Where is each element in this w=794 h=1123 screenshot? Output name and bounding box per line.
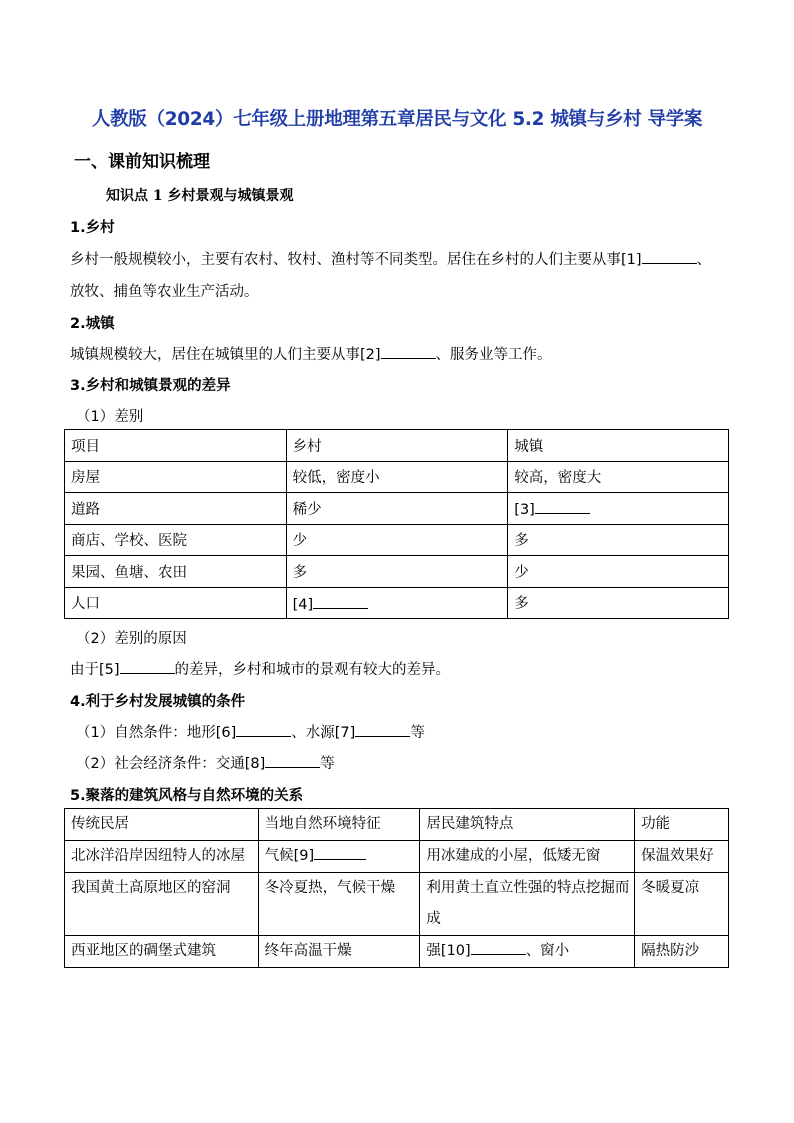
table-row bbox=[65, 556, 729, 588]
table-cell: 多 bbox=[286, 556, 508, 588]
text: 的差异，乡村和城市的景观有较大的差异。 bbox=[174, 662, 451, 678]
table-cell bbox=[420, 936, 635, 968]
fill-blank-1[interactable] bbox=[642, 248, 697, 264]
fill-blank-10[interactable] bbox=[471, 939, 526, 955]
table-header-row bbox=[65, 809, 729, 841]
text: 、水源[7] bbox=[291, 725, 356, 741]
table-cell: 冬暖夏凉 bbox=[635, 873, 729, 936]
text: 由于[5] bbox=[70, 662, 120, 678]
town-paragraph bbox=[70, 343, 552, 364]
table-cell: 多 bbox=[508, 587, 729, 619]
table-row bbox=[65, 587, 729, 619]
table-row bbox=[65, 841, 729, 873]
table-cell: 少 bbox=[286, 524, 508, 556]
text: 等 bbox=[320, 756, 335, 772]
table-header: 居民建筑特点 bbox=[420, 809, 635, 841]
table-row bbox=[65, 461, 729, 493]
fill-blank-4[interactable] bbox=[313, 593, 368, 609]
text: 乡村一般规模较小，主要有农村、牧村、渔村等不同类型。居住在乡村的人们主要从事[1] bbox=[70, 252, 642, 268]
heading-conditions: 4.利于乡村发展城镇的条件 bbox=[70, 694, 246, 710]
text: 、 bbox=[696, 252, 712, 268]
fill-blank-7[interactable] bbox=[355, 721, 410, 737]
fill-blank-3[interactable] bbox=[535, 498, 590, 514]
table-cell: 人口 bbox=[65, 587, 287, 619]
table-header-row bbox=[65, 430, 729, 462]
architecture-table bbox=[64, 808, 729, 968]
table-cell: 利用黄土直立性强的特点挖掘而成 bbox=[420, 873, 635, 936]
fill-blank-2[interactable] bbox=[381, 343, 436, 359]
heading-village: 1.乡村 bbox=[70, 220, 115, 236]
sub-heading-reason: （2）差别的原因 bbox=[76, 631, 187, 647]
text: 气候[9] bbox=[264, 848, 315, 864]
village-paragraph-line2: 放牧、捕鱼等农业生产活动。 bbox=[70, 284, 259, 300]
text: （1）自然条件：地形[6] bbox=[76, 725, 237, 741]
table-row bbox=[65, 524, 729, 556]
text: 强[10] bbox=[426, 943, 471, 959]
table-cell: 商店、学校、医院 bbox=[65, 524, 287, 556]
text: 等 bbox=[410, 725, 425, 741]
fill-blank-9[interactable] bbox=[314, 844, 366, 860]
table-row bbox=[65, 873, 729, 936]
table-header: 城镇 bbox=[508, 430, 729, 462]
section-heading: 一、课前知识梳理 bbox=[74, 152, 210, 172]
table-cell: 北冰洋沿岸因纽特人的冰屋 bbox=[65, 841, 259, 873]
table-cell: 保温效果好 bbox=[635, 841, 729, 873]
table-cell: 少 bbox=[508, 556, 729, 588]
reason-paragraph bbox=[70, 658, 450, 679]
text: （2）社会经济条件：交通[8] bbox=[76, 756, 266, 772]
text: [3] bbox=[514, 502, 535, 519]
table-header: 项目 bbox=[65, 430, 287, 462]
table-cell: 终年高温干燥 bbox=[258, 936, 420, 968]
table-cell: 道路 bbox=[65, 493, 287, 525]
text: 、窗小 bbox=[525, 943, 570, 959]
table-cell: 果园、鱼塘、农田 bbox=[65, 556, 287, 588]
table-cell: 较高，密度大 bbox=[508, 461, 729, 493]
table-cell bbox=[508, 493, 729, 525]
sub-heading-difference: （1）差别 bbox=[76, 409, 144, 425]
table-cell: 隔热防沙 bbox=[635, 936, 729, 968]
fill-blank-6[interactable] bbox=[236, 721, 291, 737]
table-row bbox=[65, 493, 729, 525]
table-cell: 房屋 bbox=[65, 461, 287, 493]
table-header: 乡村 bbox=[286, 430, 508, 462]
page-title: 人教版（2024）七年级上册地理第五章居民与文化 5.2 城镇与乡村 导学案 bbox=[91, 109, 703, 130]
text: [4] bbox=[292, 596, 314, 613]
village-paragraph-line1 bbox=[70, 248, 711, 269]
table-cell bbox=[258, 841, 420, 873]
natural-conditions bbox=[76, 721, 425, 742]
socioeconomic-conditions bbox=[76, 752, 335, 773]
table-cell: 多 bbox=[508, 524, 729, 556]
heading-difference: 3.乡村和城镇景观的差异 bbox=[70, 378, 231, 394]
table-cell: 西亚地区的碉堡式建筑 bbox=[65, 936, 259, 968]
heading-town: 2.城镇 bbox=[70, 316, 115, 332]
table-cell: 用冰建成的小屋，低矮无窗 bbox=[420, 841, 635, 873]
table-cell: 我国黄土高原地区的窑洞 bbox=[65, 873, 259, 936]
table-row bbox=[65, 936, 729, 968]
table-header: 当地自然环境特征 bbox=[258, 809, 420, 841]
difference-table bbox=[64, 429, 729, 619]
table-header: 功能 bbox=[635, 809, 729, 841]
table-cell: 冬冷夏热，气候干燥 bbox=[258, 873, 420, 936]
table-cell: 稀少 bbox=[286, 493, 508, 525]
text: 、服务业等工作。 bbox=[435, 347, 552, 363]
table-cell bbox=[286, 587, 508, 619]
text: 城镇规模较大，居住在城镇里的人们主要从事[2] bbox=[70, 347, 381, 363]
fill-blank-8[interactable] bbox=[265, 752, 320, 768]
fill-blank-5[interactable] bbox=[120, 658, 175, 674]
table-cell: 较低，密度小 bbox=[286, 461, 508, 493]
table-header: 传统民居 bbox=[65, 809, 259, 841]
heading-architecture: 5.聚落的建筑风格与自然环境的关系 bbox=[70, 788, 304, 804]
knowledge-point-heading: 知识点 1 乡村景观与城镇景观 bbox=[106, 188, 294, 204]
